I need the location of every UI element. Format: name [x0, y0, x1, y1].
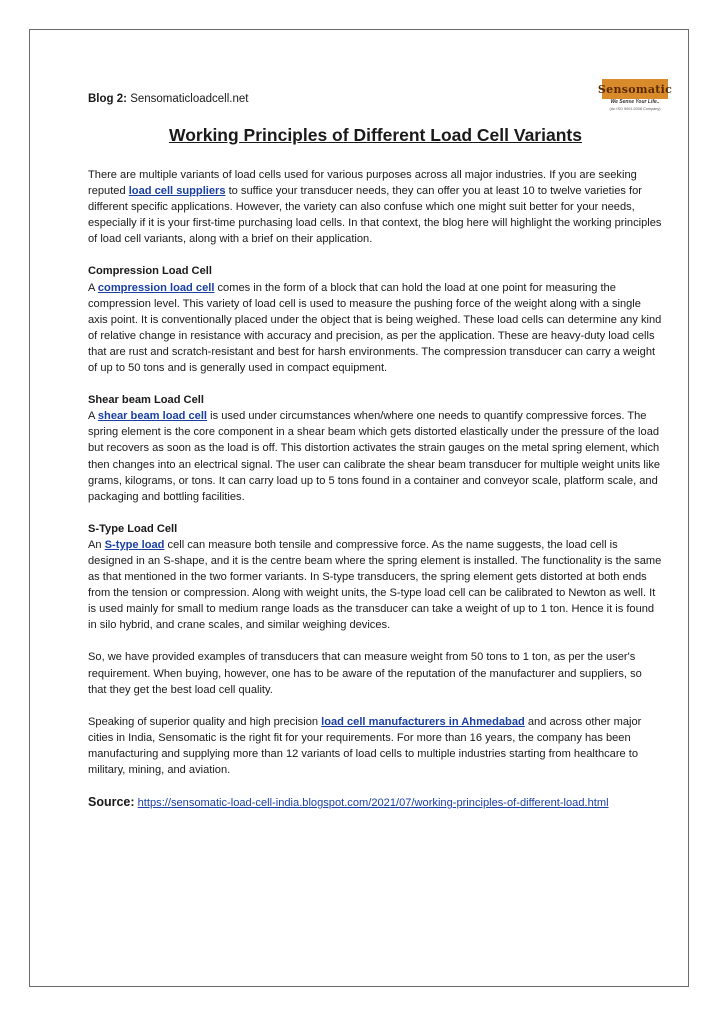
logo-tagline: We Sense Your Life..: [610, 99, 660, 105]
sensomatic-logo: [597, 79, 673, 115]
logo-certification: (An ISO 9001:2008 Company): [609, 107, 661, 111]
article-title: Working Principles of Different Load Cell Variants: [169, 125, 582, 145]
intro-paragraph: [88, 167, 663, 247]
section-text-after: comes in the form of a block that can hold the load at one point for measuring the compression level. This variety of load cell is used to measure the pushing force of the weight along with a single axis point. It is conventionally placed under the object that is being weighed. These load cells can determine any kind of relative change in resistance with accuracy and precision, as per the application. These are heavy-duty load cells that are rust and scratch-resistant and best for harsh environments. The compression transducer can carry a weight of up to 50 tons and is generally used in compact equipment.: [88, 281, 662, 375]
section-text-before: A: [88, 410, 98, 423]
section-text-after: is used under circumstances when/where one needs to quantify compressive forces. The spring element is the core component in a shear beam which gets distorted elastically under the pressure of the load but recovers as soon as the load is off. This distortion activates the strain gauges on the metal spring element, which then changes into an electrical signal. The user can calibrate the shear beam transducer for multiple weight units like grams, kilograms, or tons. It can carry load up to 5 tons found in a container and conveyor scale, platform scale, and packaging and bottling facilities.: [88, 410, 661, 503]
section-text-before: An: [88, 538, 105, 551]
section-heading: Compression Load Cell: [88, 265, 212, 278]
manufacturers-ahmedabad-link[interactable]: load cell manufacturers in Ahmedabad: [321, 715, 525, 728]
blog-header: [88, 93, 248, 105]
article-body: [88, 167, 663, 811]
site-name: Sensomaticloadcell.net: [130, 93, 249, 105]
summary-paragraph: So, we have provided examples of transducers that can measure weight from 50 tons to 1 ton, as per the user's requirement. When buying, however, one has to be aware of the reputation of the manufacturer and suppliers, so that they get the best load cell quality.: [88, 651, 642, 696]
closing-text-after: and across other major cities in India, Sensomatic is the right fit for your requirements. For more than 16 years, the company has been manufacturing and supplying more than 12 variants of load cells to multiple industries starting from healthcare to military, mining, and aviation.: [88, 715, 642, 776]
closing-text-before: Speaking of superior quality and high precision: [88, 715, 322, 728]
section-shear-beam: [88, 392, 663, 505]
section-compression: [88, 263, 663, 376]
section-text-after: cell can measure both tensile and compressive force. As the name suggests, the load cell is designed in an S-shape, and it is the centre beam where the spring element is installed. The functionality is the same as that mentioned in the two former variants. In S-type transducers, the spring element gets distorted at both ends from the tension or compression. Along with weight units, the S-type load cell can be calibrated to Newton as well. It is used mainly for small to medium range loads as the transducer can take a weight of up to 1 ton. Hence it is found in silo hybrid, and crane scales, and similar weighing devices.: [88, 538, 662, 632]
source-line: [88, 794, 663, 811]
shear-beam-load-cell-link[interactable]: shear beam load cell: [97, 410, 208, 423]
section-heading: Shear beam Load Cell: [88, 394, 204, 407]
logo-wordmark: Sensomatic: [602, 79, 668, 99]
closing-paragraph: [88, 714, 663, 778]
intro-text-after: to suffice your transducer needs, they can offer you at least 10 to twelve varieties for different specific applications. However, the variety can also confuse which one might suit better for your needs, especially if it is your first-time purchasing load cells. In that context, the blog here will highlight the working principles of load cell variants, along with a brief on their application.: [88, 185, 662, 246]
s-type-load-link[interactable]: S-type load: [104, 538, 165, 551]
section-heading: S-Type Load Cell: [88, 522, 178, 535]
source-url-link[interactable]: https://sensomatic-load-cell-india.blogspot.com/2021/07/working-principles-of-different-load.html: [137, 797, 609, 810]
load-cell-suppliers-link[interactable]: load cell suppliers: [128, 185, 226, 198]
compression-load-cell-link[interactable]: compression load cell: [97, 281, 215, 294]
section-s-type: [88, 521, 663, 634]
section-text-before: A: [88, 281, 98, 294]
intro-text-before: There are multiple variants of load cells used for various purposes across all major industries. If you are seeking reputed: [88, 169, 637, 198]
source-label: Source:: [88, 795, 135, 810]
blog-label: Blog 2:: [88, 93, 127, 105]
document-page: [29, 29, 689, 987]
